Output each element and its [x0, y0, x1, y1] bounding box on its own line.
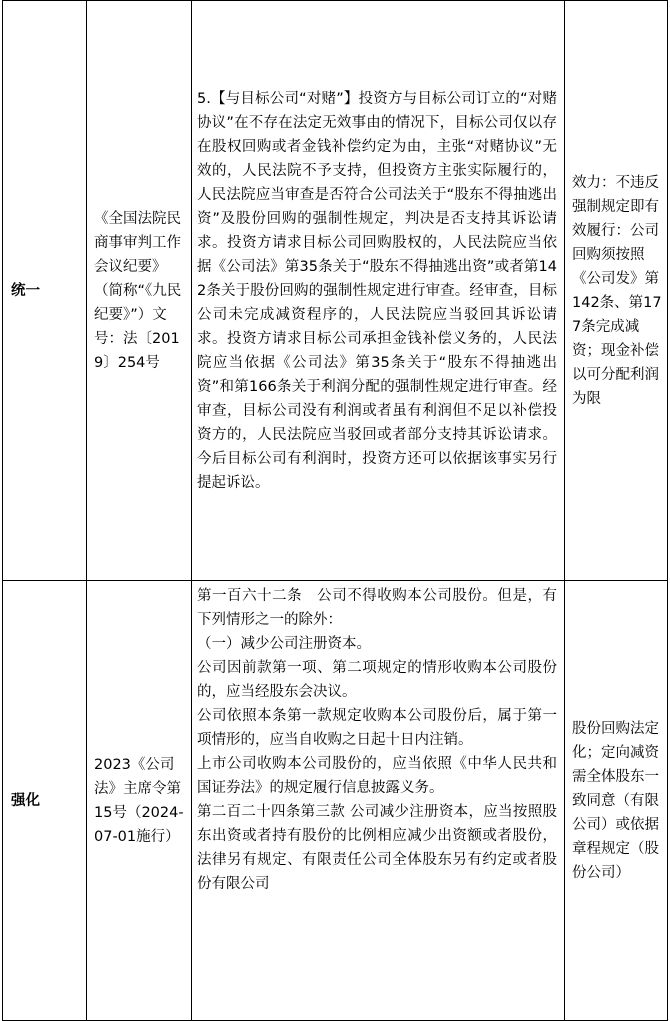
row-label: 统一 [3, 1, 87, 581]
table-row-unified [3, 1, 668, 581]
source-cell: 2023《公司法》主席令第15号（2024-07-01施行） [87, 581, 192, 1021]
content-paragraph: （一）减少公司注册资本。 [197, 636, 371, 652]
content-cell [192, 581, 565, 1021]
table-row-strengthened [3, 581, 668, 1021]
content-cell [192, 1, 565, 581]
content-paragraph: 5.【与目标公司“对赌”】投资方与目标公司订立的“对赌协议”在不存在法定无效事由的情况下，目标公司仅以存在股权回购或者金钱补偿约定为由，主张“对赌协议”无效的，人民法院不予支持，但投资方主张实际履行的，人民法院应当审查是否符合公司法关于“股东不得抽逃出资”及股份回购的强制性规定，判决是否支持其诉讼请求。投资方请求目标公司回购股权的，人民法院应当依据《公司法》第35条关于“股东不得抽逃出资”或者第142条关于股份回购的强制性规定进行审查。经审查，目标公司未完成减资程序的，人民法院应当驳回其诉讼请求。投资方请求目标公司承担金钱补偿义务的，人民法院应当依据《公司法》第35条关于“股东不得抽逃出资”和第166条关于利润分配的强制性规定进行审查。经审查，目标公司没有利润或者虽有利润但不足以补偿投资方的，人民法院应当驳回或者部分支持其诉讼请求。今后目标公司有利润时，投资方还可以依据该事实另行提起诉讼。 [197, 90, 557, 491]
content-paragraph: 公司因前款第一项、第二项规定的情形收购本公司股份的，应当经股东会决议。 [197, 660, 557, 700]
content-paragraph: 公司依照本条第一款规定收购本公司股份后，属于第一项情形的，应当自收购之日起十日内注销。 [197, 708, 557, 748]
content-paragraph: 上市公司收购本公司股份的，应当依照《中华人民共和国证券法》的规定履行信息披露义务。 [197, 756, 557, 796]
content-paragraph: 第二百二十四条第三款 公司减少注册资本，应当按照股东出资或者持有股份的比例相应减少出资额或者股份，法律另有规定、有限责任公司全体股东另有约定或者股份有限公司 [197, 804, 557, 892]
row-label: 强化 [3, 581, 87, 1021]
effect-cell: 股份回购法定化；定向减资需全体股东一致同意（有限公司）或依据章程规定（股份公司） [565, 581, 668, 1021]
source-cell: 《全国法院民商事审判工作会议纪要》（简称“《九民纪要》”）文号：法〔2019〕254号 [87, 1, 192, 581]
effect-cell: 效力：不违反强制规定即有效履行：公司回购须按照《公司发》第142条、第177条完成减资；现金补偿以可分配利润为限 [565, 1, 668, 581]
comparison-table [2, 0, 668, 1021]
content-paragraph: 第一百六十二条 公司不得收购本公司股份。但是，有下列情形之一的除外： [197, 588, 557, 628]
